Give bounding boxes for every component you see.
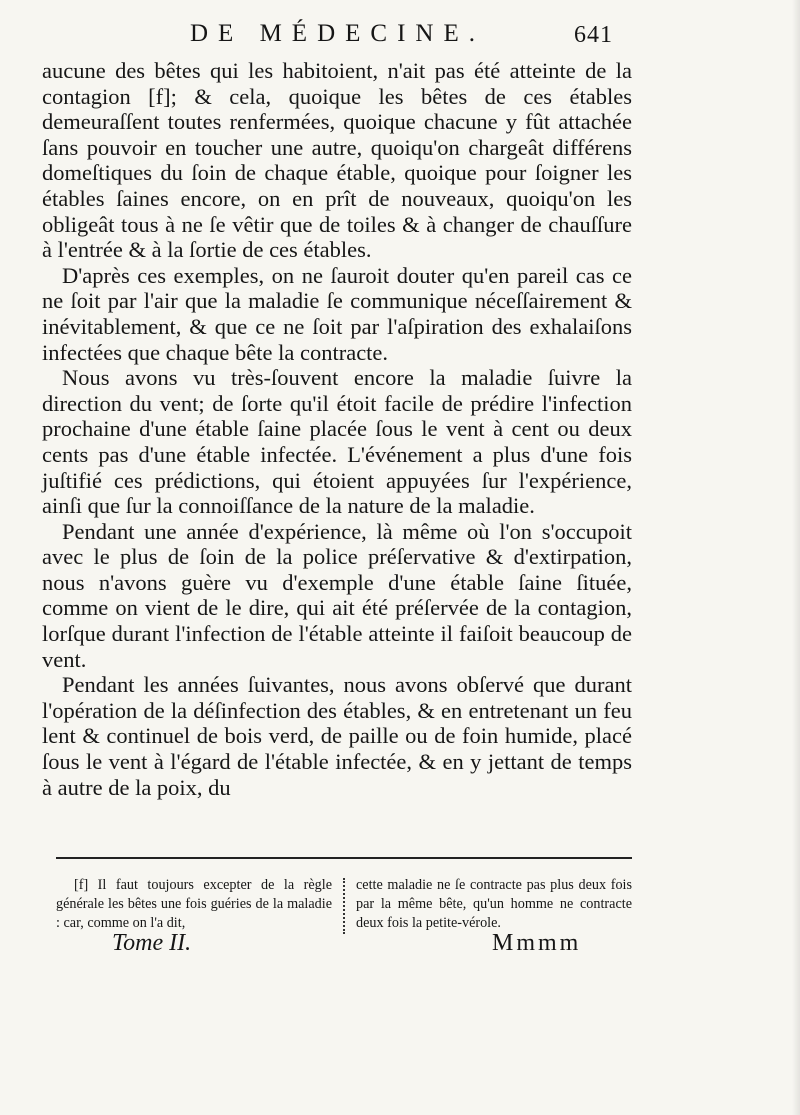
running-title: DE MÉDECINE. — [190, 20, 485, 47]
page-edge-shadow — [792, 0, 800, 1115]
paragraph: Pendant une année d'expérience, là même où l'on s'occupoit avec le plus de ſoin de la police préſervative & d'extirpation, nous n'avons guère vu d'exemple d'une étable ſaine ſituée, comme on vient de le dire, qui ait été préſervée de la contagion, lorſque durant l'infection de l'étable atteinte il faiſoit beaucoup de vent. — [42, 518, 632, 672]
paragraph: Nous avons vu très-ſouvent encore la maladie ſuivre la direction du vent; de ſorte qu'il étoit facile de prédire l'infection prochaine d'une étable ſaine placée ſous le vent à cent ou deux cents pas d'une étable infectée. L'événement a plus d'une fois juſtifié ces prédictions, qui étoient appuyées ſur l'expérience, ainſi que ſur la connoiſſance de la nature de la maladie. — [42, 365, 632, 519]
paragraph: D'après ces exemples, on ne ſauroit douter qu'en pareil cas ce ne ſoit par l'air que la maladie ſe communique néceſſairement & inévitablement, & que ce ne ſoit par l'aſpiration des exhalaiſons infectées que chaque bête la contracte. — [42, 262, 632, 365]
printer-signature: Mmmm — [492, 930, 582, 956]
footer — [0, 930, 800, 962]
footnote-right-column: cette maladie ne ſe contracte pas plus deux fois par la même bête, qu'un homme ne contracte deux fois la petite-vérole. — [356, 877, 632, 931]
footnote-column-separator — [343, 878, 347, 934]
running-head — [0, 20, 800, 56]
page-number: 641 — [574, 22, 613, 48]
main-text — [42, 58, 632, 800]
paragraph-continued: aucune des bêtes qui les habitoient, n'ait pas été atteinte de la contagion [f]; & cela, quoique les bêtes de ces étables demeuraſſent toutes renfermées, quoique chacune y fût attachée ſans pouvoir en toucher une autre, quoiqu'on chargeât différens domeſtiques du ſoin de chaque étable, quoique pour ſoigner les étables ſaines encore, on en prît de nouveaux, quoiqu'on les obligeât tous à ne ſe vêtir que de toiles & à changer de chauſſure à l'entrée & à la ſortie de ces étables. — [42, 58, 632, 263]
footnote-left-column: [f] Il faut toujours excepter de la règle générale les bêtes une fois guéries de la maladie : car, comme on l'a dit, — [56, 877, 332, 931]
footnote-rule — [56, 857, 632, 859]
volume-label: Tome II. — [112, 930, 192, 956]
paragraph: Pendant les années ſuivantes, nous avons obſervé que durant l'opération de la déſinfection des étables, & en entretenant un feu lent & continuel de bois verd, de paille ou de foin humide, placé ſous le vent à l'égard de l'étable infectée, & en y jettant de temps à autre de la poix, du — [42, 672, 632, 800]
